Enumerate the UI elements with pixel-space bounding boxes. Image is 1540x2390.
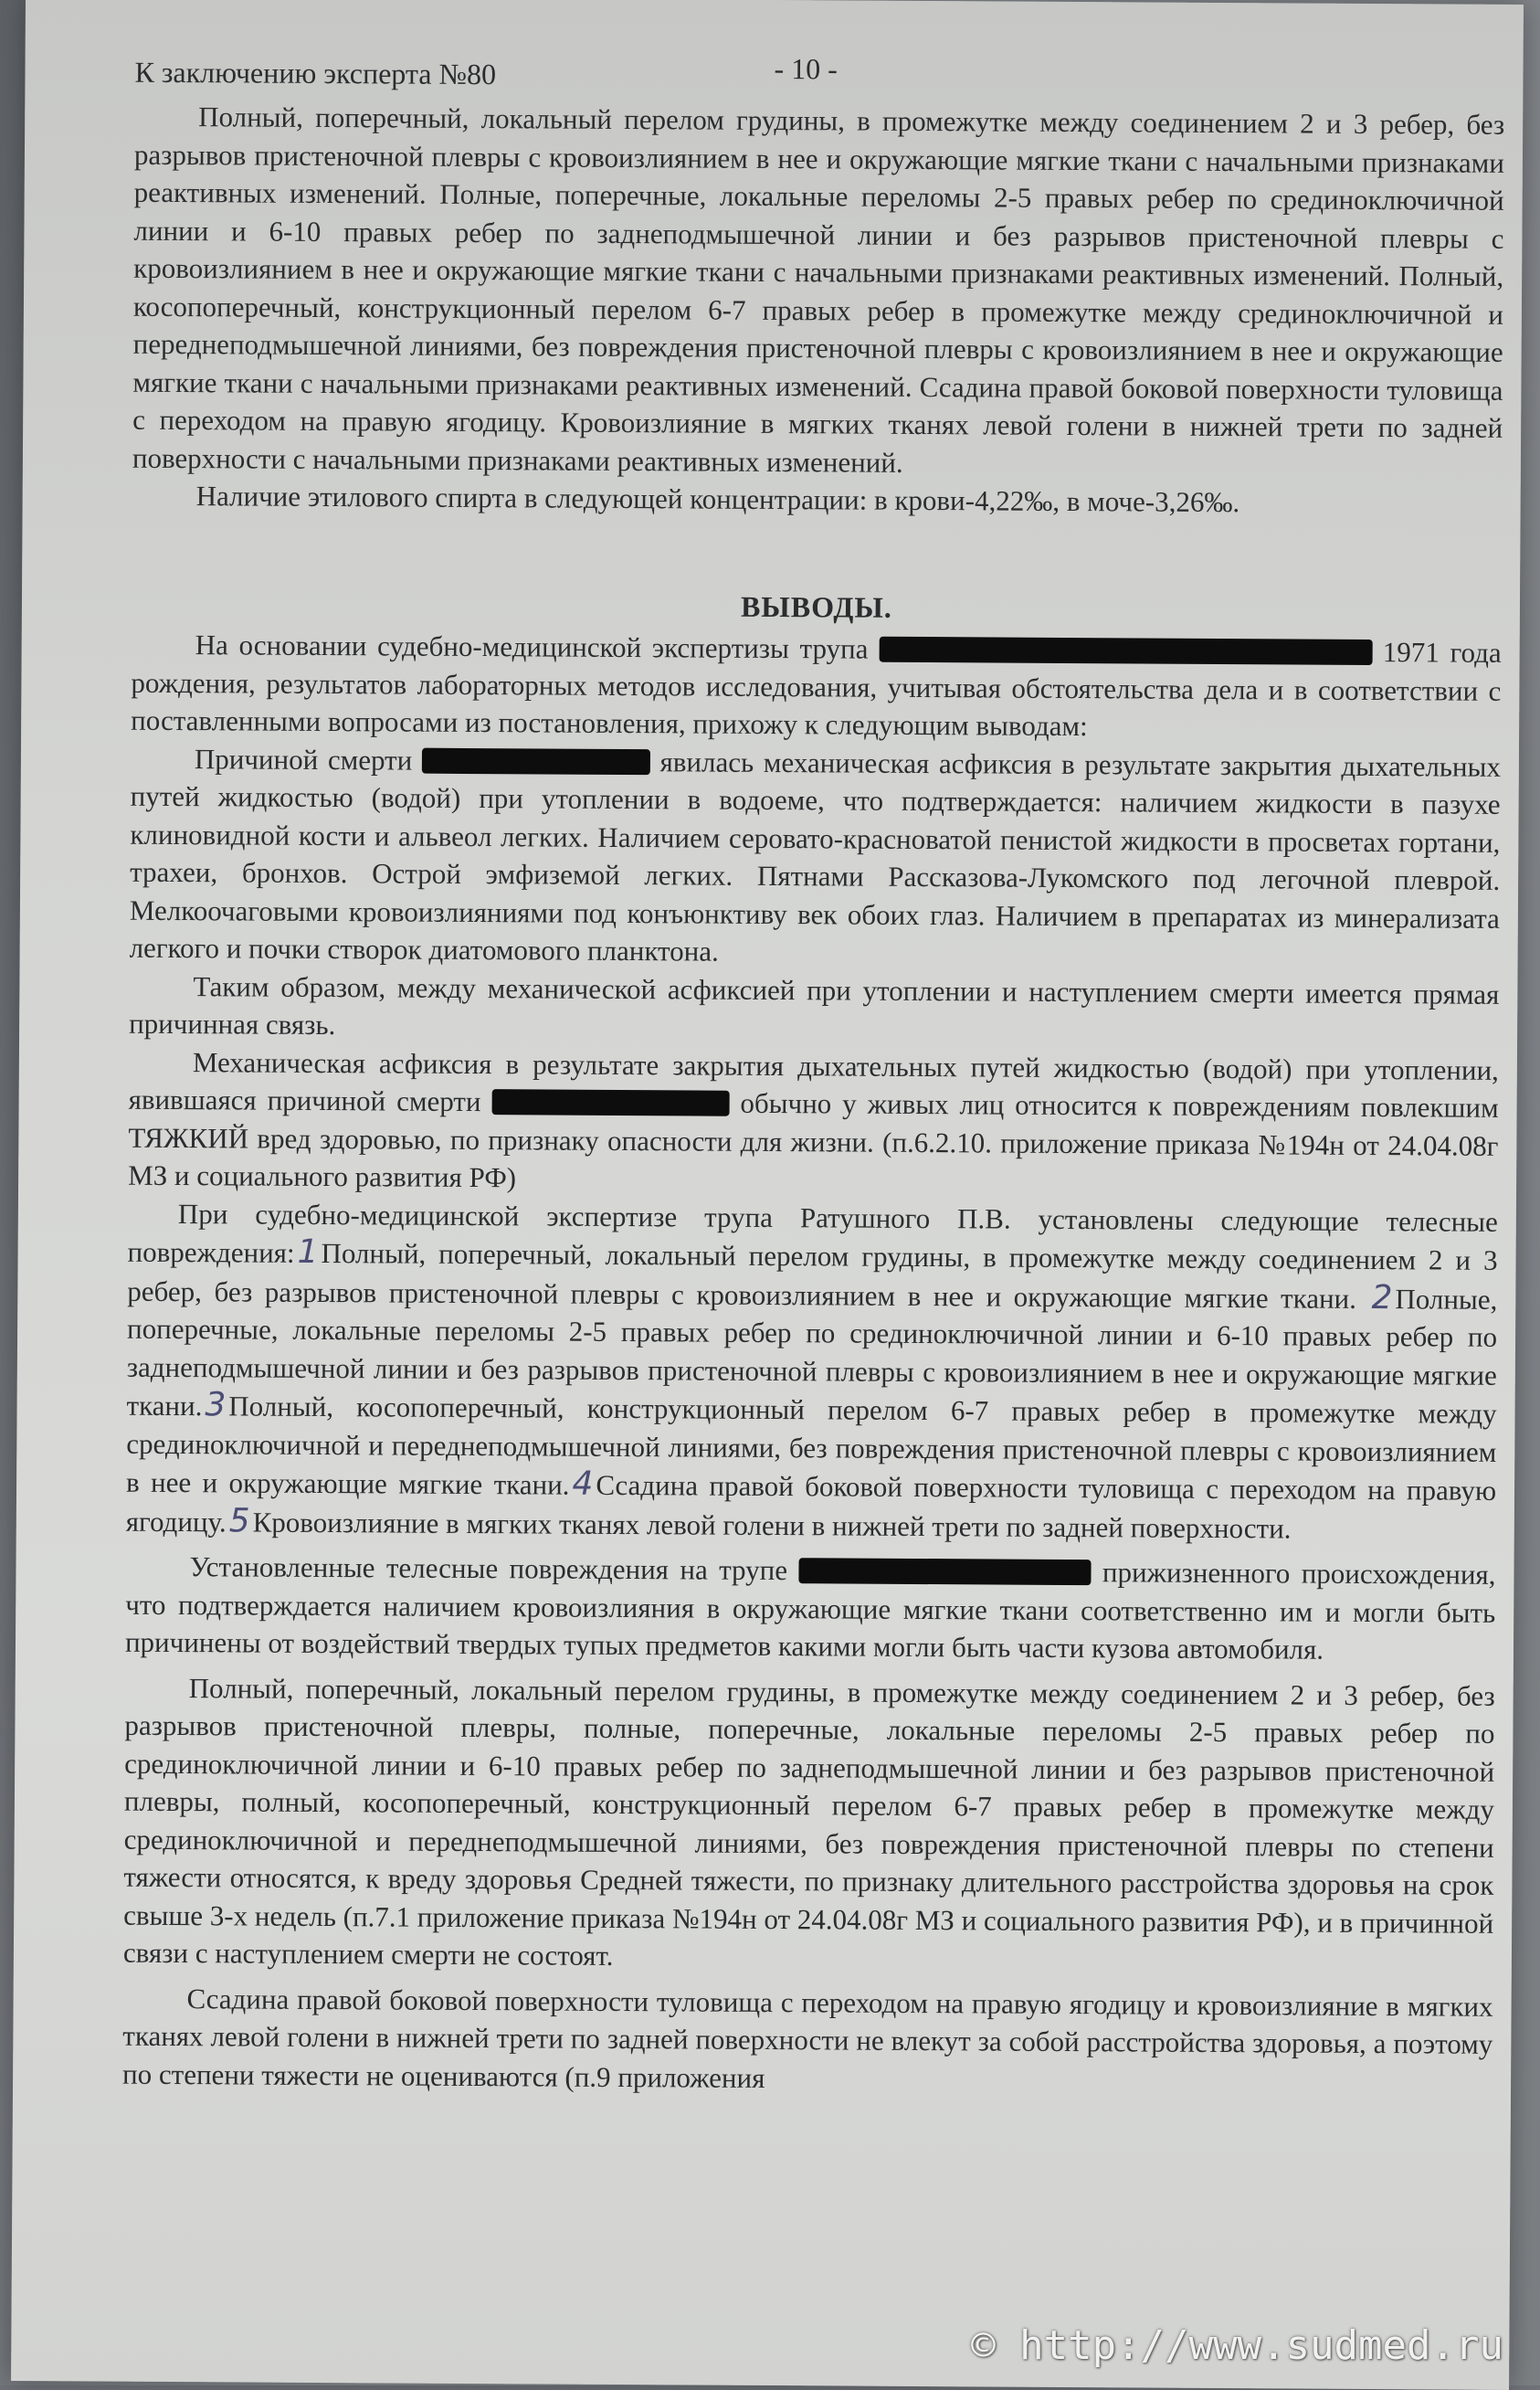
severity-paragraph: Механическая асфиксия в результате закрытия дыхательных путей жидкостью (водой) при утоплении, явившаяся причиной смерти обычно у живых лиц относится к повреждениям повлекшим ТЯЖКИЙ вред здоровью, по признаку опасности для жизни. (п.6.2.10. приложение приказа №194н от 24.04.08г МЗ и социального развития РФ) xyxy=(128,1042,1499,1202)
handwritten-mark-2: 2 xyxy=(1371,1279,1392,1317)
handwritten-mark-3: 3 xyxy=(205,1386,226,1423)
page-header xyxy=(134,47,1504,100)
header-title: К заключению эксперта №80 xyxy=(134,54,496,94)
page-number: - 10 - xyxy=(774,50,838,89)
fractures-severity-paragraph: Полный, поперечный, локальный перелом грудины, в промежутке между соединением 2 и 3 ребер, без разрывов пристеночной плевры, полные, поперечные, локальные переломы 2-5 правых ребер по срединоключичной линии и 6-10 правых ребер по заднеподмышечной линии и без разрывов пристеночной плевры, полный, косопоперечный, конструкционный перелом 6-7 правых ребер в промежутке между срединоключичной и переднеподмышечной линиями, без повреждения пристеночной плевры по степени тяжести относятся, к вреду здоровья Средней тяжести, по признаку длительного расстройства здоровья на срок свыше 3-х недель (п.7.1 приложение приказа №194н от 24.04.08г МЗ и социального развития РФ), и в причинной связи с наступлением смерти не состоят. xyxy=(123,1668,1495,1980)
redaction-block xyxy=(798,1558,1091,1585)
site-watermark: © http://www.sudmed.ru xyxy=(971,2322,1503,2369)
origin-paragraph: Установленные телесные повреждения на трупе прижизненного происхождения, что подтверждается наличием кровоизлияния в окружающие мягкие ткани соответственно им и могли быть причинены от воздействий твердых тупых предметов какими могли быть части кузова автомобиля. xyxy=(125,1548,1496,1670)
conclusions-title: ВЫВОДЫ. xyxy=(132,584,1502,630)
document-page xyxy=(11,0,1524,2390)
alcohol-paragraph: Наличие этилового спирта в следующей концентрации: в крови-4,22‰, в моче-3,26‰. xyxy=(132,477,1503,523)
handwritten-mark-1: 1 xyxy=(297,1233,318,1271)
redaction-block xyxy=(879,637,1372,665)
conclusions-intro: На основании судебно-медицинской экспертизы трупа 1971 года рождения, результатов лабораторных методов исследования, учитывая обстоятельства дела и в соответствии с поставленными вопросами из постановления, прихожу к следующим выводам: xyxy=(131,626,1502,748)
intro-paragraph: Полный, поперечный, локальный перелом грудины, в промежутке между соединением 2 и 3 ребер, без разрывов пристеночной плевры с кровоизлиянием в нее и окружающие мягкие ткани с начальными признаками реактивных изменений. Полные, поперечные, локальные переломы 2-5 правых ребер по срединоключичной линии и 6-10 правых ребер по заднеподмышечной линии и без разрывов пристеночной плевры с кровоизлиянием в нее и окружающие мягкие ткани с начальными признаками реактивных изменений. Полный, косопоперечный, конструкционный перелом 6-7 правых ребер в промежутке между срединоключичной и переднеподмышечной линиями, без повреждения пристеночной плевры с кровоизлиянием в нее и окружающие мягкие ткани с начальными признаками реактивных изменений. Ссадина правой боковой поверхности туловища с переходом на правую ягодицу. Кровоизлияние в мягких тканях левой голени в нижней трети по задней поверхности с начальными признаками реактивных изменений. xyxy=(132,98,1505,485)
handwritten-mark-4: 4 xyxy=(572,1465,593,1503)
handwritten-mark-5: 5 xyxy=(229,1502,250,1539)
redaction-block xyxy=(422,747,650,775)
page-content xyxy=(122,47,1505,2101)
abrasion-paragraph: Ссадина правой боковой поверхности туловища с переходом на правую ягодицу и кровоизлияние в мягких тканях левой голени в нижней трети по задней поверхности не влекут за собой расстройства здоровья, а поэтому по степени тяжести не оцениваются (п.9 приложения xyxy=(122,1979,1493,2101)
causal-link-paragraph: Таким образом, между механической асфиксией при утоплении и наступлением смерти имеется прямая причинная связь. xyxy=(129,967,1499,1051)
redaction-block xyxy=(491,1089,729,1116)
injuries-paragraph: При судебно-медицинской экспертизе трупа Ратушного П.В. установлены следующие телесные повреждения:1Полный, поперечный, локальный перелом грудины, в промежутке между соединением 2 и 3 ребер, без разрывов пристеночной плевры с кровоизлиянием в нее и окружающие мягкие ткани. 2Полные, поперечные, локальные переломы 2-5 правых ребер по срединоключичной линии и 6-10 правых ребер по заднеподмышечной линии и без разрывов пристеночной плевры с кровоизлиянием в нее и окружающие мягкие ткани.3Полный, косопоперечный, конструкционный перелом 6-7 правых ребер в промежутке между срединоключичной и переднеподмышечной линиями, без повреждения пристеночной плевры с кровоизлиянием в нее и окружающие мягкие ткани.4Ссадина правой боковой поверхности туловища с переходом на правую ягодицу.5Кровоизлияние в мягких тканях левой голени в нижней трети по задней поверхности. xyxy=(126,1194,1498,1549)
cause-of-death-paragraph: Причиной смерти явилась механическая асфиксия в результате закрытия дыхательных путей жидкостью (водой) при утоплении в водоеме, что подтверждается: наличием жидкости в пазухе клиновидной кости и альвеол легких. Наличием серовато-красноватой пенистой жидкости в просветах гортани, трахеи, бронхов. Острой эмфиземой легких. Пятнами Рассказова-Лукомского под легочной плеврой. Мелкоочаговыми кровоизлияниями под конъюнктиву век обоих глаз. Наличием в препаратах из минерализата легкого и почки створок диатомового планктона. xyxy=(130,739,1501,975)
